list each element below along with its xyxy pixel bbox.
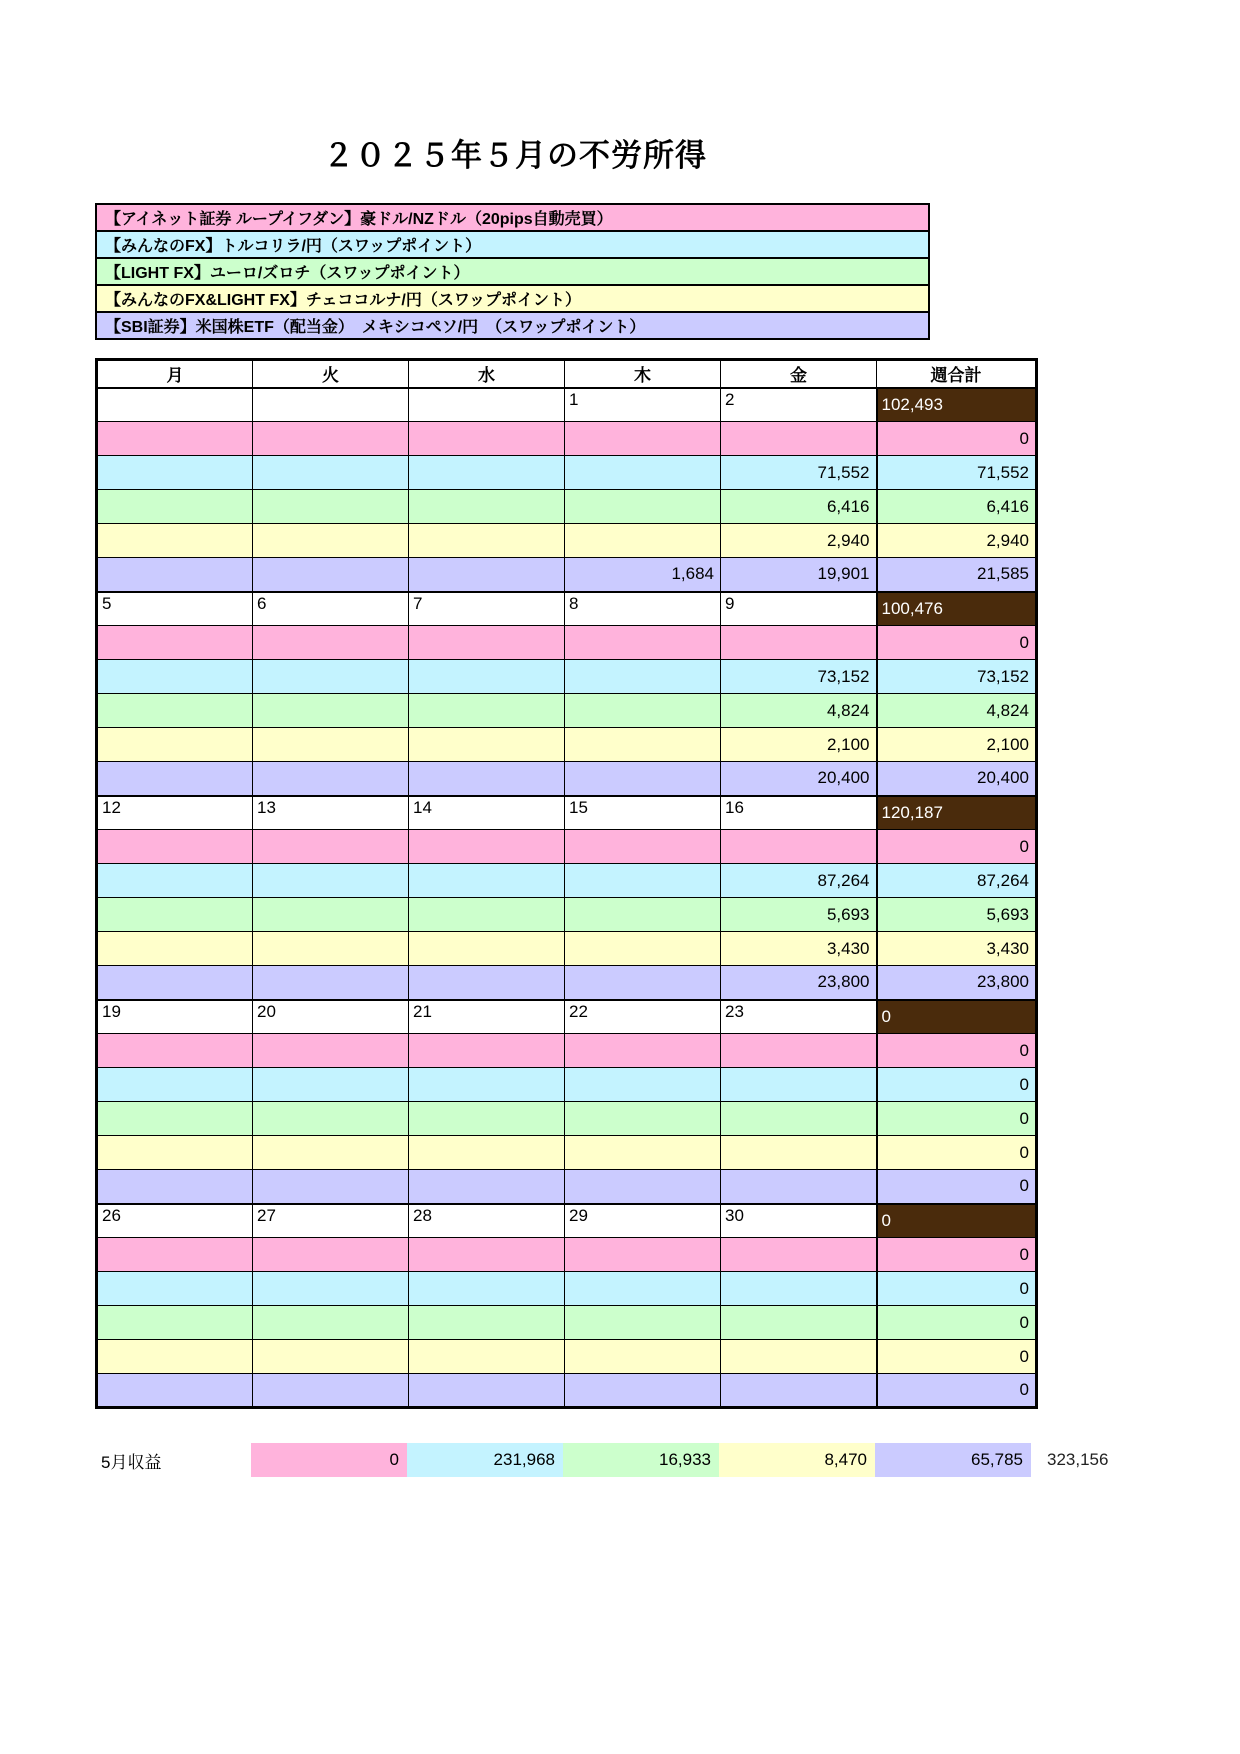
week-2-yellow-row [97,728,1037,762]
row-week-total-cell: 0 [877,1306,1037,1340]
legend-item-cyan [95,230,930,259]
value-cell [409,490,565,524]
day-number-cell: 14 [409,796,565,830]
value-cell [253,1374,409,1408]
summary-cell-pink: 0 [251,1443,407,1477]
value-cell [721,830,877,864]
week-1-yellow-row [97,524,1037,558]
row-week-total-cell: 23,800 [877,966,1037,1000]
legend-item-green [95,257,930,286]
value-cell [253,660,409,694]
value-cell [565,932,721,966]
row-week-total-cell: 71,552 [877,456,1037,490]
day-number-cell: 12 [97,796,253,830]
value-cell [253,830,409,864]
value-cell [97,1374,253,1408]
value-cell: 19,901 [721,558,877,592]
value-cell [409,422,565,456]
day-number-cell [97,388,253,422]
day-number-cell [253,388,409,422]
value-cell [409,932,565,966]
value-cell [97,1068,253,1102]
week-total-cell: 0 [877,1000,1037,1034]
value-cell [565,728,721,762]
day-number-cell: 2 [721,388,877,422]
day-number-cell: 27 [253,1204,409,1238]
value-cell [565,626,721,660]
value-cell [721,1306,877,1340]
value-cell: 5,693 [721,898,877,932]
weekday-header-cell: 木 [565,360,721,388]
row-week-total-cell: 87,264 [877,864,1037,898]
value-cell [97,1238,253,1272]
summary-cells [251,1443,1031,1477]
week-1-day-row [97,388,1037,422]
week-4-cyan-row [97,1068,1037,1102]
row-week-total-cell: 0 [877,1238,1037,1272]
value-cell [721,1136,877,1170]
calendar-body [97,388,1037,1408]
value-cell [97,898,253,932]
legend-item-label: 【LIGHT FX】ユーロ/ズロチ（スワップポイント） [105,265,470,282]
value-cell [565,898,721,932]
day-number-cell: 30 [721,1204,877,1238]
row-week-total-cell: 3,430 [877,932,1037,966]
value-cell [97,1306,253,1340]
legend-item-purple [95,311,930,340]
value-cell [565,1374,721,1408]
row-week-total-cell: 6,416 [877,490,1037,524]
day-number-cell: 15 [565,796,721,830]
value-cell [565,1340,721,1374]
value-cell [253,422,409,456]
week-total-cell: 102,493 [877,388,1037,422]
week-5-cyan-row [97,1272,1037,1306]
value-cell: 2,940 [721,524,877,558]
value-cell [409,1374,565,1408]
row-week-total-cell: 0 [877,422,1037,456]
value-cell [97,558,253,592]
legend-item-yellow [95,284,930,313]
value-cell [721,422,877,456]
legend-item-label: 【みんなのFX&LIGHT FX】チェココルナ/円（スワップポイント） [105,292,582,309]
value-cell [565,1170,721,1204]
value-cell [97,1272,253,1306]
legend-item-label: 【みんなのFX】トルコリラ/円（スワップポイント） [105,238,482,255]
weekday-header-cell: 月 [97,360,253,388]
value-cell [253,1068,409,1102]
summary-cell-yellow: 8,470 [719,1443,875,1477]
value-cell [97,830,253,864]
value-cell: 6,416 [721,490,877,524]
week-2-pink-row [97,626,1037,660]
calendar-header-row [97,360,1037,388]
value-cell: 2,100 [721,728,877,762]
value-cell [409,456,565,490]
row-week-total-cell: 20,400 [877,762,1037,796]
day-number-cell: 13 [253,796,409,830]
value-cell [253,1102,409,1136]
value-cell [565,1102,721,1136]
week-1-pink-row [97,422,1037,456]
value-cell [565,456,721,490]
week-2-day-row [97,592,1037,626]
day-number-cell: 8 [565,592,721,626]
value-cell [97,1136,253,1170]
week-2-purple-row [97,762,1037,796]
week-total-header-cell: 週合計 [877,360,1037,388]
week-3-purple-row [97,966,1037,1000]
value-cell [409,524,565,558]
week-2-green-row [97,694,1037,728]
value-cell [97,660,253,694]
weekday-header-cell: 火 [253,360,409,388]
day-number-cell: 23 [721,1000,877,1034]
value-cell [409,1306,565,1340]
value-cell [409,830,565,864]
weekday-header-cell: 金 [721,360,877,388]
week-3-yellow-row [97,932,1037,966]
row-week-total-cell: 0 [877,1272,1037,1306]
value-cell [253,626,409,660]
value-cell [409,558,565,592]
value-cell [97,490,253,524]
value-cell [253,524,409,558]
day-number-cell: 5 [97,592,253,626]
week-total-cell: 100,476 [877,592,1037,626]
value-cell: 20,400 [721,762,877,796]
legend [95,203,930,340]
value-cell [97,966,253,1000]
summary-label: 5月収益 [101,1452,162,1472]
legend-item-label: 【アイネット証券 ループイフダン】豪ドル/NZドル（20pips自動売買） [105,211,613,228]
value-cell [409,1068,565,1102]
week-4-purple-row [97,1170,1037,1204]
value-cell [253,456,409,490]
row-week-total-cell: 2,100 [877,728,1037,762]
value-cell [97,694,253,728]
day-number-cell: 28 [409,1204,565,1238]
value-cell [97,1170,253,1204]
value-cell: 23,800 [721,966,877,1000]
value-cell: 1,684 [565,558,721,592]
value-cell [253,1170,409,1204]
value-cell [253,932,409,966]
value-cell [565,830,721,864]
day-number-cell: 29 [565,1204,721,1238]
day-number-cell: 1 [565,388,721,422]
row-week-total-cell: 0 [877,1068,1037,1102]
row-week-total-cell: 0 [877,1034,1037,1068]
value-cell: 87,264 [721,864,877,898]
row-week-total-cell: 0 [877,1102,1037,1136]
value-cell [721,1374,877,1408]
value-cell [565,1272,721,1306]
value-cell [253,1034,409,1068]
day-number-cell: 6 [253,592,409,626]
value-cell [409,1136,565,1170]
day-number-cell: 9 [721,592,877,626]
week-total-cell: 0 [877,1204,1037,1238]
week-5-green-row [97,1306,1037,1340]
value-cell [721,1170,877,1204]
value-cell [409,762,565,796]
grand-total: 323,156 [1047,1450,1109,1469]
value-cell [409,864,565,898]
summary-cell-green: 16,933 [563,1443,719,1477]
value-cell [253,558,409,592]
value-cell: 71,552 [721,456,877,490]
value-cell [409,1340,565,1374]
value-cell [565,694,721,728]
value-cell [97,762,253,796]
row-week-total-cell: 0 [877,1340,1037,1374]
summary-cell-cyan: 231,968 [407,1443,563,1477]
day-number-cell: 19 [97,1000,253,1034]
week-5-pink-row [97,1238,1037,1272]
row-week-total-cell: 0 [877,830,1037,864]
value-cell [409,1034,565,1068]
summary-cell-purple: 65,785 [875,1443,1031,1477]
value-cell [565,864,721,898]
value-cell [409,694,565,728]
week-4-green-row [97,1102,1037,1136]
value-cell [97,864,253,898]
day-number-cell: 21 [409,1000,565,1034]
week-2-cyan-row [97,660,1037,694]
value-cell [97,626,253,660]
week-3-cyan-row [97,864,1037,898]
row-week-total-cell: 4,824 [877,694,1037,728]
value-cell [565,1306,721,1340]
value-cell [253,1238,409,1272]
value-cell [253,898,409,932]
value-cell [97,524,253,558]
value-cell [565,490,721,524]
value-cell [253,762,409,796]
row-week-total-cell: 5,693 [877,898,1037,932]
value-cell [565,660,721,694]
week-5-yellow-row [97,1340,1037,1374]
value-cell [565,1034,721,1068]
value-cell [721,1272,877,1306]
value-cell [97,1102,253,1136]
week-3-green-row [97,898,1037,932]
value-cell [565,1068,721,1102]
week-1-green-row [97,490,1037,524]
value-cell [97,456,253,490]
value-cell [97,728,253,762]
week-4-day-row [97,1000,1037,1034]
value-cell [253,864,409,898]
value-cell [565,762,721,796]
value-cell [565,966,721,1000]
week-total-cell: 120,187 [877,796,1037,830]
value-cell [253,728,409,762]
row-week-total-cell: 0 [877,1374,1037,1408]
week-3-pink-row [97,830,1037,864]
week-3-day-row [97,796,1037,830]
value-cell [565,1136,721,1170]
day-number-cell: 7 [409,592,565,626]
value-cell [97,1340,253,1374]
value-cell [409,660,565,694]
legend-item-pink [95,203,930,232]
value-cell [409,1170,565,1204]
day-number-cell [409,388,565,422]
value-cell [721,1068,877,1102]
monthly-summary-row [95,1443,1195,1477]
legend-item-label: 【SBI証券】米国株ETF（配当金） メキシコペソ/円 （スワップポイント） [105,319,646,336]
value-cell [253,1306,409,1340]
value-cell [721,1238,877,1272]
value-cell: 3,430 [721,932,877,966]
weekday-header-cell: 水 [409,360,565,388]
row-week-total-cell: 0 [877,1136,1037,1170]
page-title: ２０２５年５月の不労所得 [323,138,707,173]
value-cell [409,898,565,932]
week-1-purple-row [97,558,1037,592]
value-cell [409,1102,565,1136]
row-week-total-cell: 0 [877,626,1037,660]
value-cell [253,1136,409,1170]
day-number-cell: 26 [97,1204,253,1238]
value-cell [565,422,721,456]
row-week-total-cell: 73,152 [877,660,1037,694]
week-4-yellow-row [97,1136,1037,1170]
value-cell: 4,824 [721,694,877,728]
value-cell [721,626,877,660]
value-cell [97,1034,253,1068]
value-cell [253,490,409,524]
value-cell [253,1340,409,1374]
value-cell [721,1102,877,1136]
value-cell [721,1034,877,1068]
value-cell [253,966,409,1000]
day-number-cell: 20 [253,1000,409,1034]
row-week-total-cell: 2,940 [877,524,1037,558]
value-cell: 73,152 [721,660,877,694]
row-week-total-cell: 0 [877,1170,1037,1204]
income-calendar-table [95,358,1038,1409]
day-number-cell: 22 [565,1000,721,1034]
row-week-total-cell: 21,585 [877,558,1037,592]
value-cell [253,694,409,728]
day-number-cell: 16 [721,796,877,830]
value-cell [409,626,565,660]
week-5-purple-row [97,1374,1037,1408]
week-5-day-row [97,1204,1037,1238]
value-cell [721,1340,877,1374]
value-cell [253,1272,409,1306]
value-cell [409,1272,565,1306]
value-cell [97,932,253,966]
value-cell [409,728,565,762]
week-4-pink-row [97,1034,1037,1068]
value-cell [565,1238,721,1272]
value-cell [565,524,721,558]
week-1-cyan-row [97,456,1037,490]
value-cell [97,422,253,456]
value-cell [409,1238,565,1272]
value-cell [409,966,565,1000]
